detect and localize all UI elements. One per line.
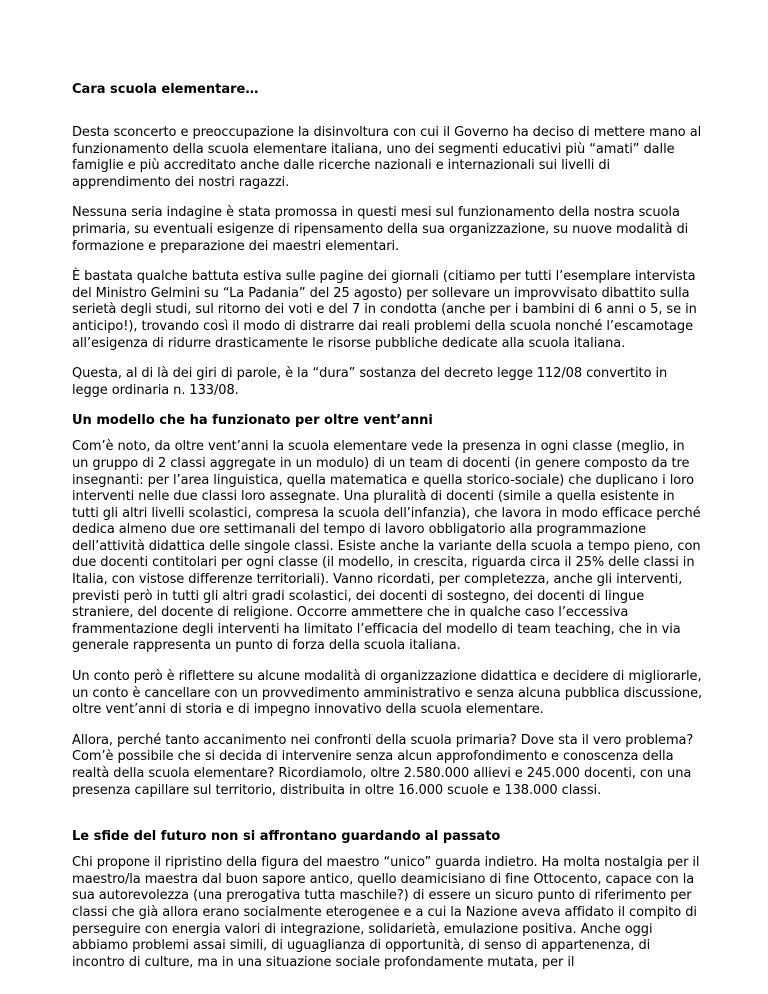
section-heading-modello: Un modello che ha funzionato per oltre vent’anni xyxy=(72,413,433,429)
section-heading-sfide: Le sfide del futuro non si affrontano guardando al passato xyxy=(72,829,501,845)
intro-paragraph-2: Nessuna seria indagine è stata promossa in questi mesi sul funzionamento della nostra scuola primaria, su eventuali esigenze di ripensamento della sua organizzazione, su nuove modalità di formazione e preparazione dei maestri elementari. xyxy=(72,205,689,254)
intro-paragraph-1: Desta sconcerto e preoccupazione la disinvoltura con cui il Governo ha deciso di mettere mano al funzionamento della scuola elementare italiana, uno dei segmenti educativi più “amati” dalle famiglie e più accreditato anche dalle ricerche nazionali e internazionali sui livelli di apprendimento dei nostri ragazzi. xyxy=(72,125,702,190)
section1-paragraph-3: Allora, perché tanto accanimento nei confronti della scuola primaria? Dove sta il vero problema? Com’è possibile che si decida di intervenire senza alcun approfondimento e conoscenza della realtà della scuola elementare? Ricordiamolo, oltre 2.580.000 allievi e 245.000 docenti, con una presenza capillare sul territorio, distribuita in oltre 16.000 scuole e 138.000 classi. xyxy=(72,732,694,798)
document-page xyxy=(72,82,704,985)
section1-paragraph-1: Com’è noto, da oltre vent’anni la scuola elementare vede la presenza in ogni classe (meglio, in un gruppo di 2 classi aggregate in un modulo) di un team di docenti (in genere composto da tre insegnanti: per l’area linguistica, quella matematica e quella storico-sociale) che duplicano i loro interventi nelle due classi loro assegnate. Una pluralità di docenti (simile a quella esistente in tutti gli altri livelli scolastici, compresa la scuola dell’infanzia), che lavora in modo efficace perché dedica almeno due ore settimanali del tempo di lavoro obbligatorio alla programmazione dell’attività didattica delle singole classi. Esiste anche la variante della scuola a tempo pieno, con due docenti contitolari per ogni classe (il modello, in crescita, riguarda circa il 25% delle classi in Italia, con vistose differenze territoriali). Vanno ricordati, per completezza, anche gli interventi, previsti però in tutti gli altri gradi scolastici, dei docenti di sostegno, dei docenti di lingue straniere, del docente di religione. Occorre ammettere che in qualche caso l’eccessiva frammentazione degli interventi ha limitato l’efficacia del modello di team teaching, che in via generale rappresenta un punto di forza della scuola italiana. xyxy=(72,439,701,654)
intro-paragraph-3: È bastata qualche battuta estiva sulle pagine dei giornali (citiamo per tutti l’esemplare intervista del Ministro Gelmini su “La Padania” del 25 agosto) per sollevare un improvvisato dibattito sulla serietà degli studi, sul ritorno dei voti e del 7 in condotta (anche per i bambini di 6 anni o 5, se in anticipo!), trovando così il modo di distrarre dai reali problemi della scuola nonché l’escamotage all’esigenza di ridurre drasticamente le risorse pubbliche dedicate alla scuola italiana. xyxy=(72,269,697,351)
section1-paragraph-2: Un conto però è riflettere su alcune modalità di organizzazione didattica e decidere di migliorarle, un conto è cancellare con un provvedimento amministrativo e senza alcuna pubblica discussione, oltre vent’anni di storia e di impegno innovativo della scuola elementare. xyxy=(72,669,703,718)
document-title: Cara scuola elementare… xyxy=(72,82,259,97)
intro-paragraph-4: Questa, al di là dei giri di parole, è la “dura” sostanza del decreto legge 112/08 convertito in legge ordinaria n. 133/08. xyxy=(72,366,668,398)
section2-paragraph-1: Chi propone il ripristino della figura del maestro “unico” guarda indietro. Ha molta nostalgia per il maestro/la maestra dal buon sapore antico, quello deamicisiano di fine Ottocento, capace con la sua autorevolezza (una prerogativa tutta maschile?) di essere un sicuro punto di riferimento per classi che già allora erano socialmente eterogenee e a cui la Nazione aveva affidato il compito di perseguire con energia valori di integrazione, solidarietà, emulazione positiva. Anche oggi abbiamo problemi assai simili, di uguaglianza di opportunità, di senso di appartenenza, di incontro di culture, ma in una situazione sociale profondamente mutata, per il xyxy=(72,855,700,970)
